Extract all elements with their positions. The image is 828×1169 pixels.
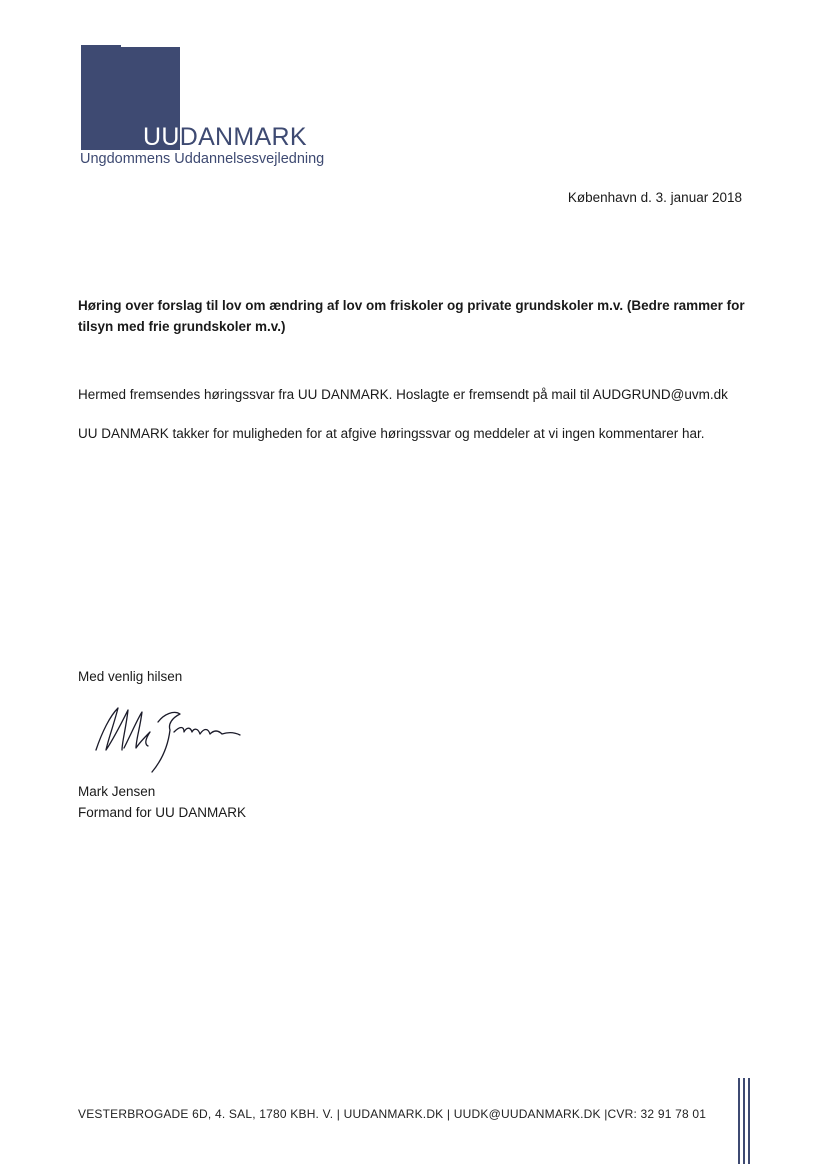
signer-block [78,781,246,823]
footer-decoration [738,1078,752,1164]
body-paragraph: Hermed fremsendes høringssvar fra UU DANMARK. Hoslagte er fremsendt på mail til AUDGRUND@uvm.dk [78,387,728,402]
logo-subtitle: Ungdommens Uddannelsesvejledning [80,151,325,167]
logo-prefix: UU [143,123,180,151]
footer-contact: VESTERBROGADE 6D, 4. SAL, 1780 KBH. V. | UUDANMARK.DK | UUDK@UUDANMARK.DK |CVR: 32 91 78 01 [78,1107,707,1121]
letter-date: København d. 3. januar 2018 [567,190,742,205]
signer-name: Mark Jensen [78,784,156,799]
logo-wordmark [143,122,307,152]
logo-word: DANMARK [179,123,307,151]
handwritten-signature [88,702,248,776]
body-paragraph: UU DANMARK takker for muligheden for at afgive høringssvar og meddeler at vi ingen kommentarer har. [78,426,705,441]
signer-title: Formand for UU DANMARK [78,805,247,820]
letter-subject: Høring over forslag til lov om ændring af lov om friskoler og private grundskoler m.v. (Bedre rammer for tilsyn med frie grundskoler m.v.) [78,298,745,334]
closing-greeting: Med venlig hilsen [78,669,183,684]
